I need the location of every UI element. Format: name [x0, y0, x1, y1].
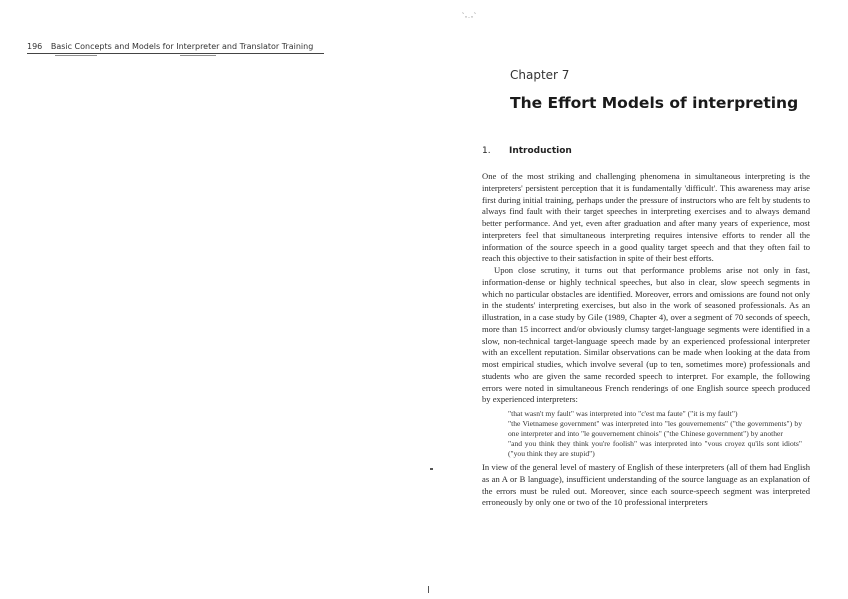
footer-mark	[428, 586, 429, 593]
example-item: "the Vietnamese government" was interpreted into "les gouvernements" ("the governments") by one interpreter and into "le gouvernement chinois" ("the Chinese government") by another	[508, 419, 802, 438]
section-heading	[482, 146, 572, 156]
running-header	[27, 42, 313, 51]
example-item: "that wasn't my fault" was interpreted into "c'est ma faute" ("it is my fault")	[508, 409, 738, 418]
paragraph: In view of the general level of mastery of English of these interpreters (all of them had English as an A or B language), insufficient understanding of the source language as an explanation of the errors must be ruled out. Moreover, since each source-speech segment was interpreted erroneously by only one or two of the 10 professional interpreters	[482, 462, 810, 508]
handwritten-scribble: ˜ᵤ˯ᵤ˜	[462, 13, 477, 19]
running-header-title: Basic Concepts and Models for Interpreter and Translator Training	[50, 42, 314, 51]
header-rule	[27, 53, 324, 54]
margin-mark	[430, 468, 433, 470]
paragraph: Upon close scrutiny, it turns out that performance problems arise not only in fast, information-dense or highly technical speeches, but also in clear, slow speech segments in which no particular obstacles are identified. Moreover, errors and omissions are found not only in the students' interpreting exercises, but also in the work of seasoned professionals. As an illustration, in a case study by Gile (1989, Chapter 4), over a segment of 70 seconds of speech, more than 15 incorrect and/or obviously clumsy target-language segments were identified in a slow, non-technical target-language speech made by an experienced professional interpreter with an excellent reputation. Similar observations can be made when looking at the data from most empirical studies, which involve several (up to ten, sometimes more) professionals and students who are given the same recorded speech to interpret. For example, the following errors were noted in simultaneous French renderings of one English source speech produced by experienced interpreters:	[482, 265, 810, 405]
example-item: "and you think they think you're foolish" was interpreted into "vous croyez qu'ils sont idiots" ("you think they are stupid")	[508, 439, 802, 458]
example-list	[482, 409, 810, 459]
chapter-title: The Effort Models of interpreting	[510, 94, 799, 112]
chapter-label: Chapter 7	[510, 68, 570, 82]
chapter-body	[482, 171, 810, 509]
header-underline-a	[55, 55, 97, 56]
section-number: 1.	[482, 146, 491, 156]
page-number: 196	[27, 42, 43, 51]
paragraph: One of the most striking and challenging phenomena in simultaneous interpreting is the interpreters' persistent perception that it is fundamentally 'difficult'. This awareness may arise first during initial training, perhaps under the pressure of instructors who are felt by students to always find fault with their target speeches in interpreting exercises and to always demand better performance. And yet, even after graduation and after many years of experience, most interpreters feel that simultaneous interpreting requires intensive efforts to render all the information of the source speech in a good quality target speech and that they often fail to reach this objective to their satisfaction in spite of their best efforts.	[482, 171, 810, 264]
section-title: Introduction	[509, 146, 572, 156]
header-underline-b	[180, 55, 216, 56]
